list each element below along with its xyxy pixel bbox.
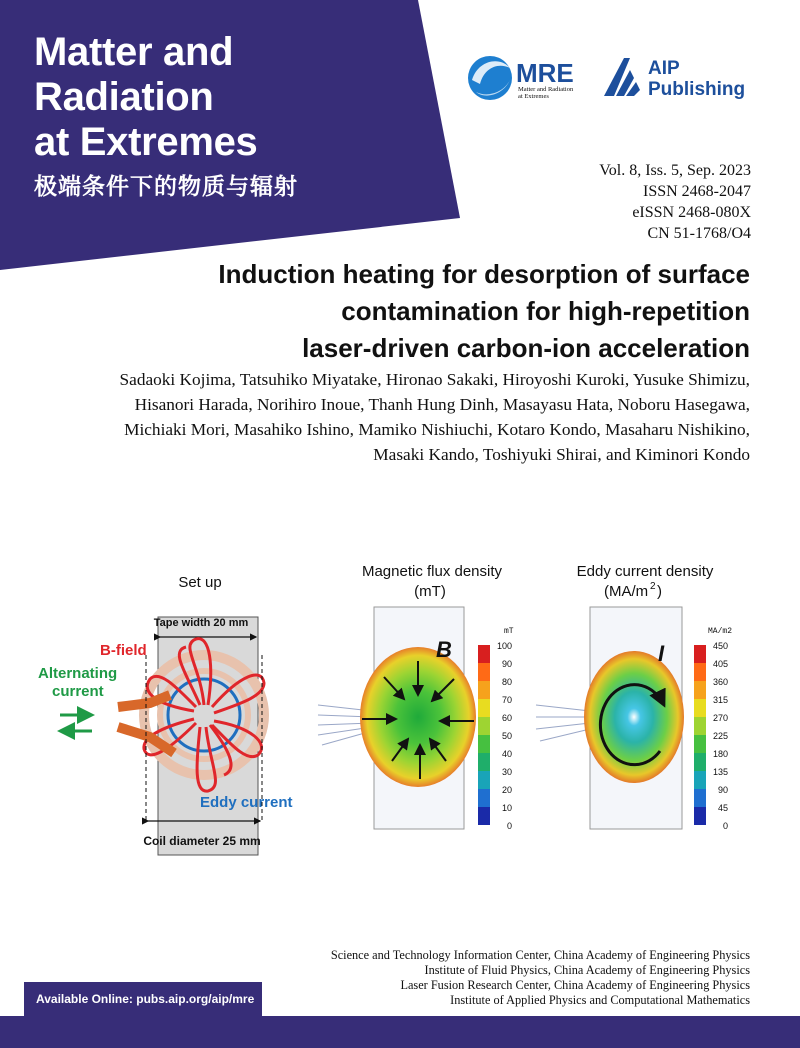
tape-width-label: Tape width 20 mm [153,617,249,629]
author-line: Hisanori Harada, Norihiro Inoue, Thanh Hung Dinh, Masayasu Hata, Noboru Hasegawa, [134,395,750,414]
setup-title: Set up [178,574,222,591]
eddy-tick: 45 [717,803,728,813]
mre-logo-subtitle: Matter and Radiation [518,86,574,93]
coil-diameter-label: Coil diameter 25 mm [143,834,261,848]
issue-eissn: eISSN 2468-080X [632,204,751,221]
eddy-colorbar [694,645,706,825]
eddy-tick: 225 [712,731,728,741]
sponsor-affiliations [331,948,750,1008]
eddy-colorbar-unit: MA/m2 [708,627,733,636]
flux-tick: 0 [506,821,512,831]
available-online-link[interactable]: Available Online: pubs.aip.org/aip/mre [24,982,262,1016]
article-title-line: laser-driven carbon-ion acceleration [302,333,750,363]
article-title-line: contamination for high-repetition [341,296,750,326]
author-line: Michiaki Mori, Masahiko Ishino, Mamiko Nishiuchi, Kotaro Kondo, Masaharu Nishikino, [124,420,750,439]
journal-title-line: Matter and [34,30,234,74]
flux-colorbar-unit: mT [504,627,514,636]
eddy-tick: 180 [712,749,728,759]
affiliation-line: Science and Technology Information Center, China Academy of Engineering Physics [330,948,750,962]
aip-logo-text: AIP [648,58,680,79]
flux-tick: 20 [501,785,512,795]
flux-tick: 60 [501,713,512,723]
affiliation-line: Institute of Fluid Physics, China Academy of Engineering Physics [424,963,750,977]
alternating-current-label: current [52,683,104,700]
issue-issn: ISSN 2468-2047 [642,183,751,200]
aip-logo-text: Publishing [648,79,746,100]
flux-tick: 40 [501,749,512,759]
journal-title-line: at Extremes [34,120,258,164]
eddy-field-lines [536,705,590,741]
mre-logo-text: MRE [516,58,574,88]
flux-symbol: B [436,637,452,662]
eddy-current-label: Eddy current [200,794,293,811]
author-line: Masaki Kando, Toshiyuki Shirai, and Kiminori Kondo [373,445,750,464]
aip-publishing-logo [604,58,745,100]
publisher-logos [464,50,764,106]
alternating-current-label: Alternating [38,665,118,682]
affiliation-line: Laser Fusion Research Center, China Academy of Engineering Physics [400,978,750,992]
affiliation-line: Institute of Applied Physics and Computational Mathematics [450,993,750,1007]
issue-volume: Vol. 8, Iss. 5, Sep. 2023 [599,162,751,179]
flux-title-unit: (mT) [414,583,446,600]
mre-logo [468,56,574,100]
eddy-title-superscript: 2 [650,581,656,592]
flux-tick: 50 [501,731,512,741]
flux-colorbar-ticks [497,641,512,831]
eddy-tick: 270 [712,713,728,723]
setup-panel [38,574,293,855]
bfield-label: B-field [100,642,147,659]
journal-title [34,30,258,165]
author-line: Sadaoki Kojima, Tatsuhiko Miyatake, Hironao Sakaki, Hiroyoshi Kuroki, Yusuke Shimizu, [119,370,750,389]
article-title [110,256,750,367]
eddy-symbol: I [658,641,665,666]
flux-colorbar [478,645,490,825]
flux-title: Magnetic flux density [361,563,503,580]
journal-title-chinese: 极端条件下的物质与辐射 [34,174,298,200]
issue-cn: CN 51-1768/O4 [647,225,751,242]
eddy-tick: 450 [712,641,728,651]
eddy-title-unit: (MA/m [604,583,649,600]
flux-tick: 90 [501,659,512,669]
eddy-density-panel [536,563,732,831]
journal-title-line: Radiation [34,75,214,119]
flux-tick: 10 [501,803,512,813]
eddy-title: Eddy current density [576,563,714,580]
footer-bar [0,1016,800,1048]
article-title-line: Induction heating for desorption of surface [218,259,750,289]
eddy-colorbar-ticks [713,641,728,831]
issue-info [599,160,751,244]
flux-density-panel [318,563,514,831]
eddy-title-unit-close: ) [657,583,662,600]
flux-tick: 100 [496,641,512,651]
cover-figure [0,555,800,865]
mre-logo-subtitle: at Extremes [518,93,549,100]
eddy-tick: 0 [722,821,728,831]
eddy-tick: 135 [712,767,728,777]
author-list [10,367,750,467]
eddy-tick: 315 [712,695,728,705]
eddy-tick: 405 [712,659,728,669]
eddy-tick: 360 [712,677,728,687]
flux-tick: 30 [501,767,512,777]
eddy-tick: 90 [717,785,728,795]
flux-tick: 70 [501,695,512,705]
flux-tick: 80 [501,677,512,687]
